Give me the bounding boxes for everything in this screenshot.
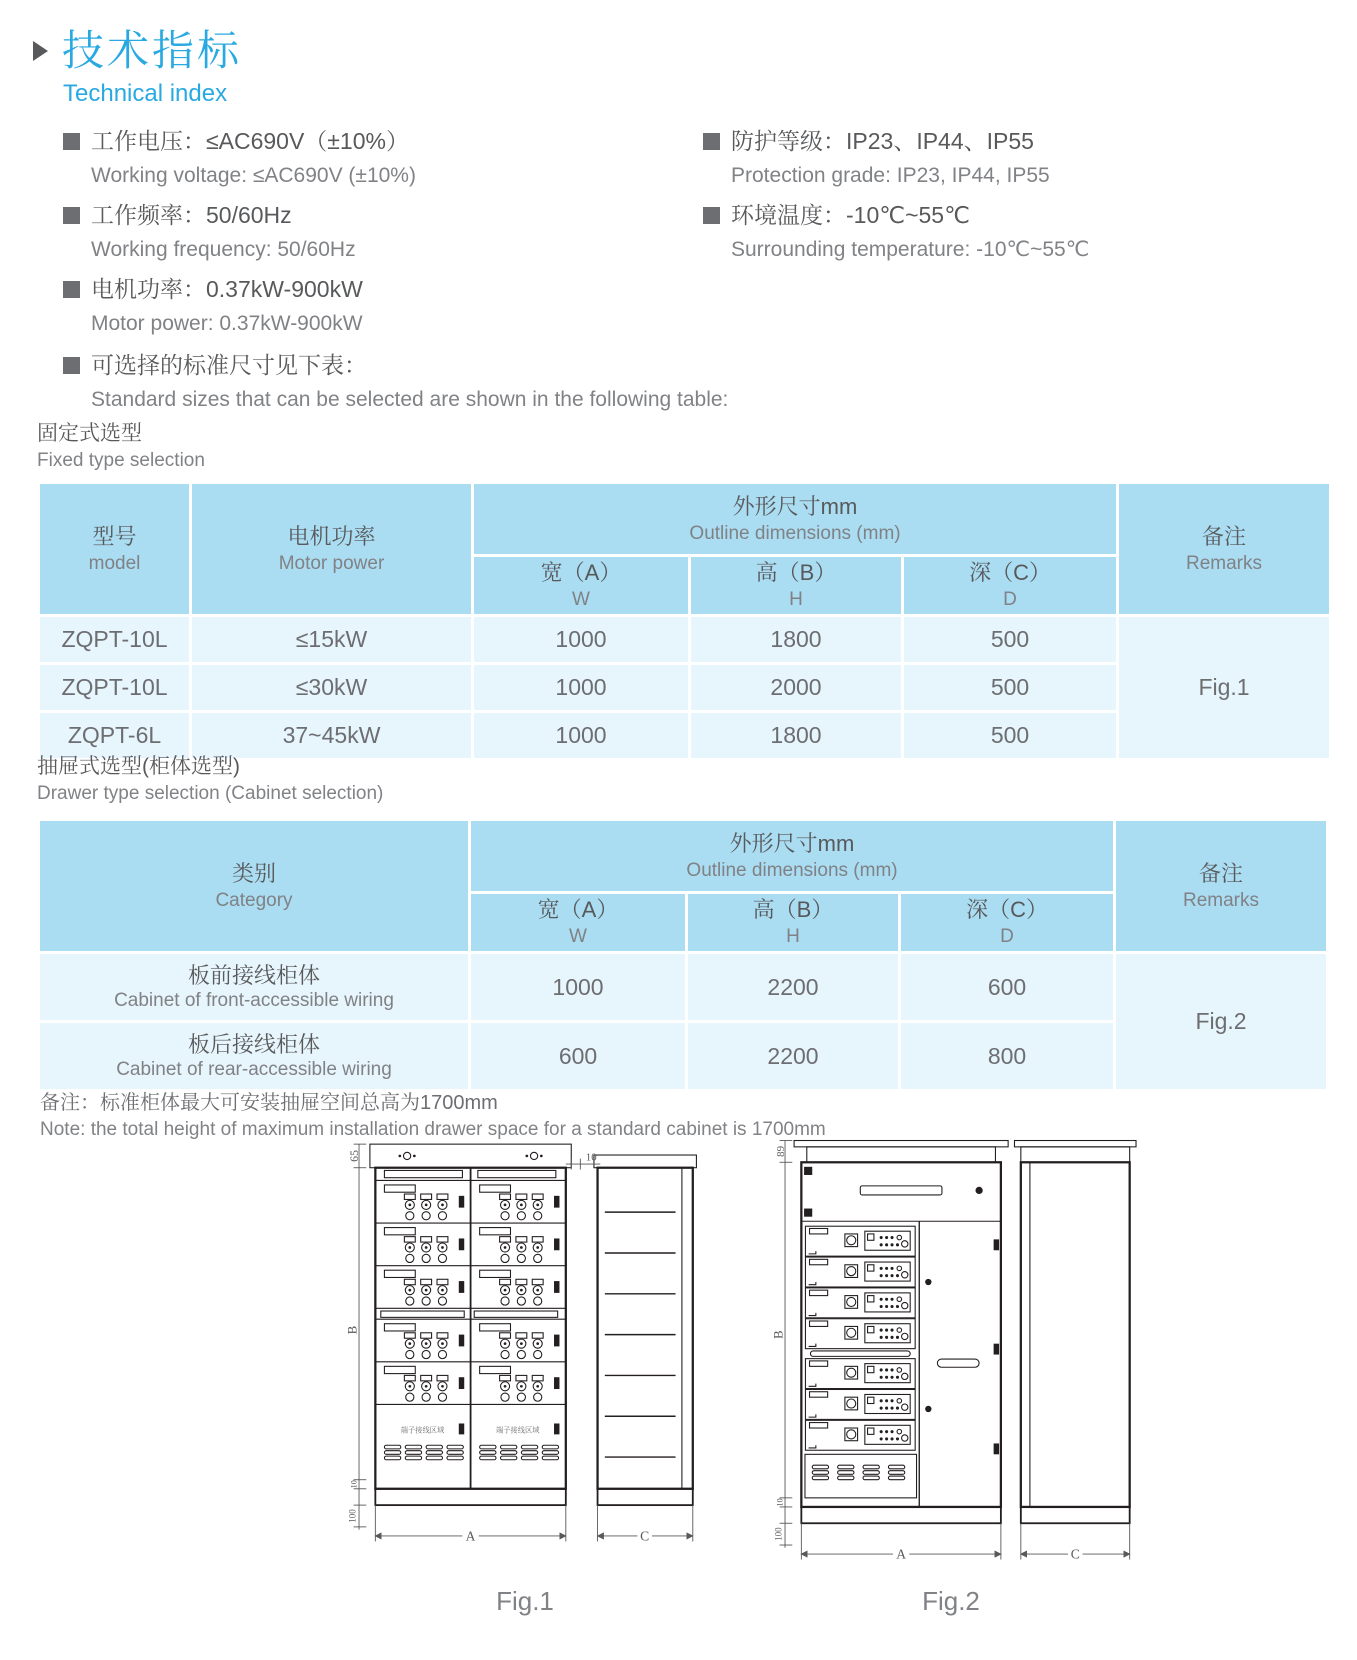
spec-en: Working frequency: 50/60Hz: [91, 238, 356, 261]
fig1-side-view: [594, 1155, 696, 1505]
figures-section: [330, 1126, 1146, 1617]
cell-width: 1000: [474, 617, 688, 662]
fig2-dim-height: B: [771, 1330, 786, 1339]
fig1-dimension-lines: [354, 1144, 693, 1544]
cell-depth: 600: [901, 954, 1113, 1020]
cell-power: ≤15kW: [192, 617, 471, 662]
spec-protection-grade: [703, 126, 1089, 190]
cell-depth: 500: [904, 617, 1116, 662]
col-header-category: 类别 Category: [40, 821, 468, 951]
specs-section: [63, 126, 1323, 424]
spec-working-voltage: [63, 126, 1323, 190]
fig2-dim-depth: C: [1070, 1546, 1080, 1562]
col-header-motor-power: 电机功率 Motor power: [192, 484, 471, 614]
col-header-width: 宽（A） W: [474, 557, 688, 614]
fig2-side-view: [1014, 1141, 1136, 1524]
cell-depth: 500: [904, 713, 1116, 758]
cell-depth: 500: [904, 665, 1116, 710]
cell-width: 1000: [474, 665, 688, 710]
spec-zh: 工作电压：≤AC690V（±10%）: [91, 128, 409, 154]
fig2-dim-cap: 89: [775, 1145, 788, 1157]
spec-zh: 防护等级：IP23、IP44、IP55: [731, 128, 1034, 154]
drawer-type-table: [37, 818, 1329, 1092]
page-title: 技术指标: [62, 27, 243, 74]
cell-power: ≤30kW: [192, 665, 471, 710]
square-bullet-icon: [63, 281, 80, 298]
spec-en: Motor power: 0.37kW-900kW: [91, 312, 363, 335]
cell-height: 1800: [691, 713, 901, 758]
square-bullet-icon: [63, 357, 80, 374]
cell-model: ZQPT-6L: [40, 713, 189, 758]
table-header-row: [40, 484, 1329, 554]
fixed-section-label: [37, 420, 205, 474]
col-header-outline-dimensions: 外形尺寸mm Outline dimensions (mm): [474, 484, 1116, 554]
cell-depth: 800: [901, 1023, 1113, 1089]
cell-model: ZQPT-10L: [40, 617, 189, 662]
fixed-type-table: [37, 481, 1332, 761]
cell-height: 1800: [691, 617, 901, 662]
section-title-en: Drawer type selection (Cabinet selection): [37, 783, 384, 804]
note-zh: 备注：标准柜体最大可安装抽屉空间总高为1700mm: [40, 1092, 498, 1114]
col-header-remarks: 备注 Remarks: [1116, 821, 1326, 951]
cell-height: 2200: [688, 1023, 898, 1089]
square-bullet-icon: [63, 133, 80, 150]
cell-remark: Fig.1: [1119, 617, 1329, 758]
section-title-zh: 抽屉式选型(柜体选型): [37, 755, 240, 778]
fig1-drawing: [330, 1126, 720, 1579]
fig1-dim-width: A: [465, 1528, 476, 1544]
spec-standard-sizes: [63, 350, 1323, 414]
col-header-model: 型号 model: [40, 484, 189, 614]
spec-zh: 可选择的标准尺寸见下表：: [91, 352, 367, 378]
spec-zh: 电机功率：0.37kW-900kW: [91, 276, 363, 302]
cell-width: 1000: [474, 713, 688, 758]
section-title-zh: 固定式选型: [37, 422, 142, 445]
square-bullet-icon: [703, 207, 720, 224]
triangle-bullet-icon: [33, 41, 48, 61]
spec-zh: 工作频率：50/60Hz: [91, 202, 292, 228]
col-header-depth: 深（C） D: [904, 557, 1116, 614]
cell-remark: Fig.2: [1116, 954, 1326, 1089]
cell-model: ZQPT-10L: [40, 665, 189, 710]
table-header-row: [40, 821, 1326, 891]
cell-category: 板前接线柜体 Cabinet of front-accessible wiring: [40, 954, 468, 1020]
section-title-en: Fixed type selection: [37, 450, 205, 471]
fig1-terminal-area-label: 端子接线区域: [400, 1425, 445, 1435]
specs-left-column: [63, 126, 1323, 414]
cell-height: 2000: [691, 665, 901, 710]
fig2-drawing: [756, 1126, 1146, 1579]
cell-category: 板后接线柜体 Cabinet of rear-accessible wiring: [40, 1023, 468, 1089]
cell-width: 600: [471, 1023, 685, 1089]
fig1-dim-height: B: [345, 1325, 360, 1335]
fig1-dim-cap: 65: [347, 1150, 362, 1162]
cell-power: 37~45kW: [192, 713, 471, 758]
square-bullet-icon: [63, 207, 80, 224]
page-subtitle: Technical index: [63, 80, 228, 108]
fig1-caption: Fig.1: [496, 1586, 554, 1617]
spec-en: Protection grade: IP23, IP44, IP55: [731, 164, 1050, 187]
cell-width: 1000: [471, 954, 685, 1020]
page-header: [33, 28, 242, 108]
spec-en: Surrounding temperature: -10℃~55℃: [731, 238, 1090, 261]
col-header-height: 高（B） H: [688, 894, 898, 951]
col-header-remarks: 备注 Remarks: [1119, 484, 1329, 614]
spec-en: Working voltage: ≤AC690V (±10%): [91, 164, 416, 187]
col-header-outline-dimensions: 外形尺寸mm Outline dimensions (mm): [471, 821, 1113, 891]
fig1-dim-base: 100: [347, 1509, 358, 1523]
figure-1: [330, 1126, 720, 1617]
drawer-section-label: [37, 753, 383, 807]
specs-right-column: [703, 126, 1089, 274]
table-row: [40, 617, 1329, 662]
fig1-dim-depth: C: [640, 1528, 650, 1544]
fig1-dim-top-offset: 10: [585, 1151, 597, 1164]
fig1-terminal-area-label: 端子接线区域: [495, 1425, 540, 1435]
spec-surrounding-temperature: [703, 200, 1089, 264]
spec-motor-power: [63, 274, 1323, 338]
fig2-front-view: [794, 1141, 1008, 1524]
spec-zh: 环境温度：-10℃~55℃: [731, 202, 970, 228]
spec-en: Standard sizes that can be selected are shown in the following table:: [91, 388, 729, 411]
square-bullet-icon: [703, 133, 720, 150]
cell-height: 2200: [688, 954, 898, 1020]
figure-2: [756, 1126, 1146, 1617]
fig2-dim-gap: 10: [775, 1498, 785, 1507]
fig1-front-view: [370, 1144, 571, 1505]
fig2-dimension-lines: [780, 1141, 1130, 1560]
col-header-width: 宽（A） W: [471, 894, 685, 951]
col-header-depth: 深（C） D: [901, 894, 1113, 951]
fig2-dim-width: A: [896, 1546, 907, 1562]
fig2-dim-base: 100: [773, 1527, 784, 1541]
col-header-height: 高（B） H: [691, 557, 901, 614]
fig2-caption: Fig.2: [922, 1586, 980, 1617]
spec-working-frequency: [63, 200, 1323, 264]
table-row: [40, 954, 1326, 1020]
fig1-dim-gap: 10: [349, 1480, 359, 1489]
note-en: Note: the total height of maximum installation drawer space for a standard cabinet is 1700mm: [40, 1119, 826, 1140]
